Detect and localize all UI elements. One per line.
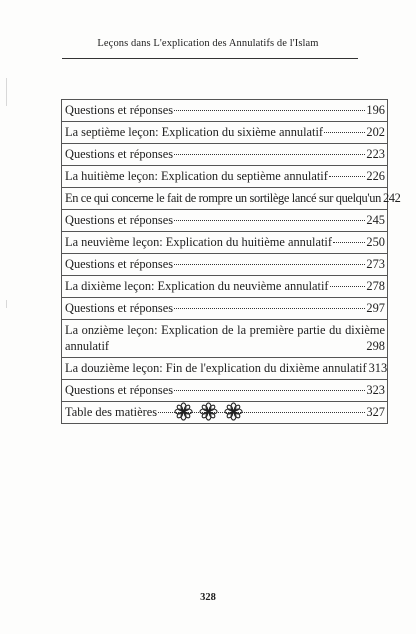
margin-mark [6,78,7,106]
toc-entry-title: La dixième leçon: Explication du neuvième annulatif [65,279,329,293]
flower-ornament-icon [199,402,218,421]
toc-entry-page: 202 [366,125,385,139]
toc-entry [62,276,387,298]
toc-entry-title-continued: annulatif [65,339,110,353]
toc-entry [62,254,387,276]
dot-leader [174,390,365,391]
toc-entry-title: Table des matières [65,405,158,419]
toc-entry [62,358,387,380]
toc-entry-page: 313 [368,361,388,375]
ornament-row [0,402,416,421]
toc-entry-page: 250 [366,235,385,249]
dot-leader [333,242,365,243]
toc-entry-title: La huitième leçon: Explication du septième annulatif [65,169,328,183]
toc-entry-title: En ce qui concerne le fait de rompre un sortilège lancé sur quelqu'un [65,191,381,205]
dot-leader [174,154,365,155]
toc-entry [62,100,387,122]
toc-entry [62,166,387,188]
toc-entry-title: La douzième leçon: Fin de l'explication du dixième annulatif [65,361,367,375]
toc-entry-title: Questions et réponses [65,301,174,315]
toc-entry-title: Questions et réponses [65,383,174,397]
flower-ornament-icon [174,402,193,421]
toc-entry-title: Questions et réponses [65,147,174,161]
header-rule [62,58,358,59]
dot-leader [174,308,365,309]
toc-entry-page: 223 [366,147,385,161]
toc-entry-title: La neuvième leçon: Explication du huitième annulatif [65,235,332,249]
toc-entry [62,210,387,232]
page-number: 328 [200,592,216,603]
toc-entry [62,232,387,254]
toc-entry [62,320,387,358]
toc-entry-page: 278 [366,279,385,293]
toc-entry-page: 298 [366,339,385,353]
running-header: Leçons dans L'explication des Annulatifs de l'Islam [97,38,319,49]
toc-entry [62,122,387,144]
toc-entry-title: La onzième leçon: Explication de la première partie du dixième [65,323,385,337]
toc-entry-page: 226 [366,169,385,183]
dot-leader [330,286,366,287]
toc-entry [62,298,387,320]
toc-entry-page: 323 [366,383,385,397]
toc-entry-page: 196 [366,103,385,117]
toc-entry-title: Questions et réponses [65,103,174,117]
margin-mark [6,300,7,308]
toc-entry-page: 327 [366,405,385,419]
flower-ornament-icon [224,402,243,421]
dot-leader [329,176,366,177]
toc-entry [62,188,401,210]
table-of-contents [61,99,401,424]
toc-entry-title: Questions et réponses [65,257,174,271]
dot-leader [174,220,365,221]
toc-entry-page: 273 [366,257,385,271]
toc-entry-title: Questions et réponses [65,213,174,227]
toc-entry-page: 245 [366,213,385,227]
dot-leader [174,264,365,265]
toc-entry-second-line [65,338,385,354]
toc-entry-page: 242 [382,191,401,205]
dot-leader [174,110,365,111]
toc-entry [62,380,387,402]
dot-leader [324,132,365,133]
toc-entry-title: La septième leçon: Explication du sixième annulatif [65,125,324,139]
toc-entry-page: 297 [366,301,385,315]
toc-entry [62,144,387,166]
